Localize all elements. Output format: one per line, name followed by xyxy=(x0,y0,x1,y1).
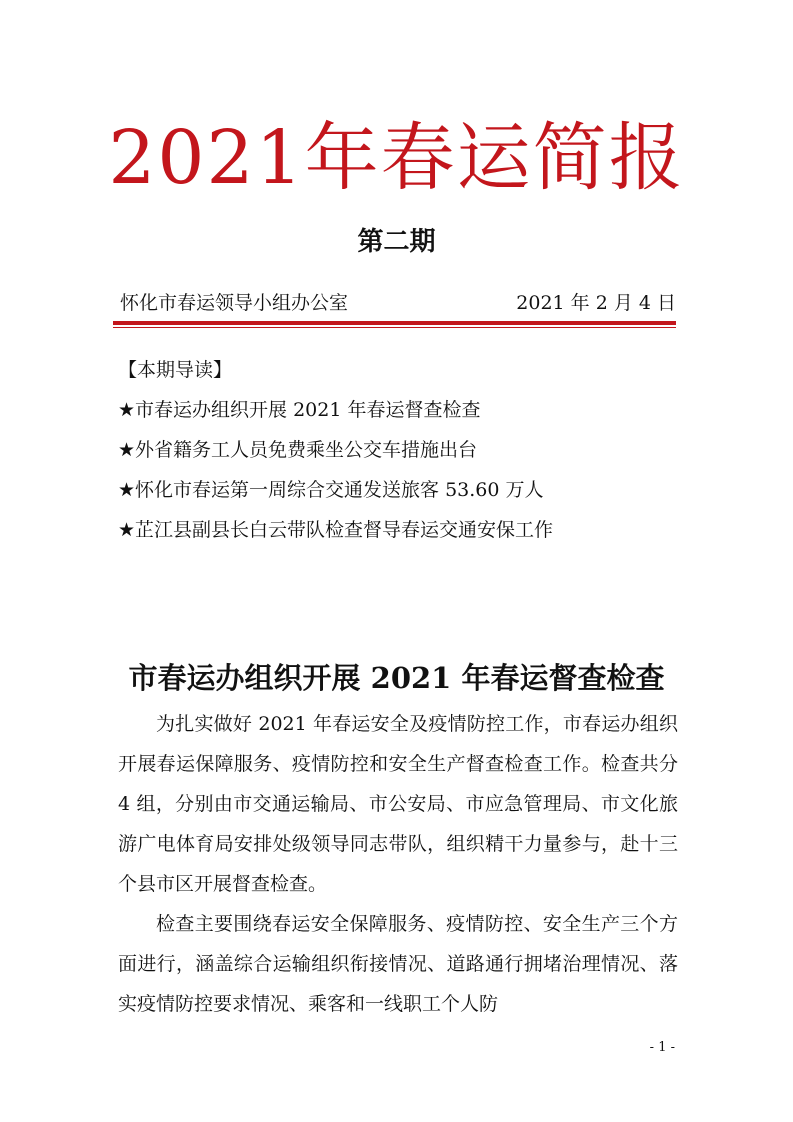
star-icon: ★ xyxy=(118,519,136,541)
page-number: - 1 - xyxy=(649,1040,675,1055)
guide-item xyxy=(118,430,678,470)
star-icon: ★ xyxy=(118,479,136,501)
issue-number: 第二期 xyxy=(357,227,436,257)
guide-item xyxy=(118,470,678,510)
header-rule-thick xyxy=(113,321,676,325)
header-meta xyxy=(120,288,676,318)
article-body xyxy=(118,704,678,1024)
issuing-organization: 怀化市春运领导小组办公室 xyxy=(120,292,349,314)
guide-heading: 【本期导读】 xyxy=(118,359,233,381)
bulletin-title: 2021年春运简报 xyxy=(108,115,685,201)
article-title: 市春运办组织开展 2021 年春运督查检查 xyxy=(128,661,665,695)
issue-date: 2021 年 2 月 4 日 xyxy=(516,292,676,314)
article-paragraph: 检查主要围绕春运安全保障服务、疫情防控、安全生产三个方面进行，涵盖综合运输组织衔接情况、道路通行拥堵治理情况、落实疫情防控要求情况、乘客和一线职工个人防 xyxy=(118,913,678,1015)
header-rule-thin xyxy=(113,327,676,328)
guide-item xyxy=(118,390,678,430)
guide-item-text: 外省籍务工人员免费乘坐公交车措施出台 xyxy=(135,439,478,461)
star-icon: ★ xyxy=(118,439,136,461)
guide-item-text: 怀化市春运第一周综合交通发送旅客 53.60 万人 xyxy=(135,479,544,501)
star-icon: ★ xyxy=(118,399,136,421)
article-paragraph: 为扎实做好 2021 年春运安全及疫情防控工作，市春运办组织开展春运保障服务、疫情防控和安全生产督查检查工作。检查共分 4 组，分别由市交通运输局、市公安局、市应急管理局、市文化旅游广电体育局安排处级领导同志带队，组织精干力量参与，赴十三个县市区开展督查检查。 xyxy=(118,713,678,895)
guide-item xyxy=(118,510,678,550)
guide-section xyxy=(118,350,678,550)
guide-item-text: 芷江县副县长白云带队检查督导春运交通安保工作 xyxy=(135,519,554,541)
guide-item-text: 市春运办组织开展 2021 年春运督查检查 xyxy=(135,399,481,421)
